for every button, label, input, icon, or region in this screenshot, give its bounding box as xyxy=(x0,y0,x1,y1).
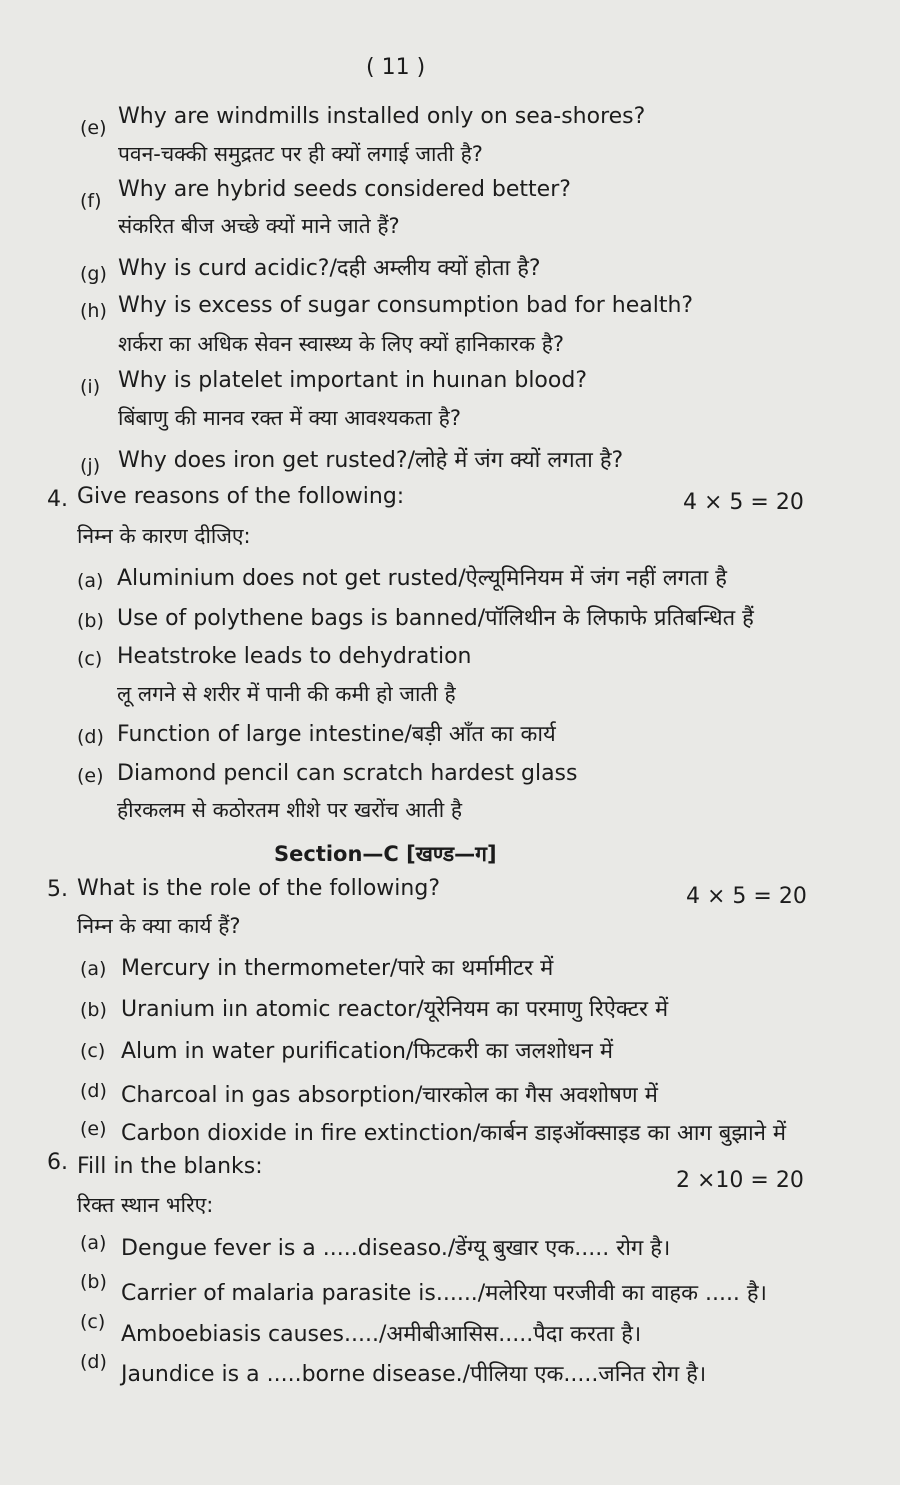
item-text-en: Jaundice is a .....borne disease./पीलिया एक.....जनित रोग है। xyxy=(121,1362,707,1387)
item-label: (b) xyxy=(80,1271,107,1293)
item-text-en: Why is excess of sugar consumption bad for health? xyxy=(118,293,694,318)
item-text-en: Carbon dioxide in fire extinction/कार्बन डाइऑक्साइड का आग बुझाने में xyxy=(121,1121,787,1146)
item-text-hi: शर्करा का अधिक सेवन स्वास्थ्य के लिए क्यों हानिकारक है? xyxy=(118,332,564,356)
item-label: (b) xyxy=(77,610,104,632)
item-text-hi: बिंबाणु की मानव रक्त में क्या आवश्यकता है? xyxy=(118,406,461,430)
item-text-en: Why is platelet important in huınan blood? xyxy=(118,368,587,393)
item-text-en: Use of polythene bags is banned/पॉलिथीन के लिफाफे प्रतिबन्धित हैं xyxy=(117,606,754,631)
item-label: (e) xyxy=(77,765,104,787)
item-text-en: Uranium iın atomic reactor/यूरेनियम का परमाणु रिऐक्टर में xyxy=(121,997,669,1022)
item-text-en: Carrier of malaria parasite is....../मलेरिया परजीवी का वाहक ..... है। xyxy=(121,1281,767,1306)
item-label: (c) xyxy=(80,1311,106,1333)
item-label: (f) xyxy=(80,190,102,212)
item-label: (a) xyxy=(80,958,107,980)
page-number: ( 11 ) xyxy=(366,55,426,80)
item-text-en: Why are hybrid seeds considered better? xyxy=(118,177,571,202)
item-label: (e) xyxy=(80,117,107,139)
item-text-en: Why are windmills installed only on sea-shores? xyxy=(118,104,646,129)
item-text-hi: हीरकलम से कठोरतम शीशे पर खरोंच आती है xyxy=(117,798,462,822)
item-label: (d) xyxy=(77,726,104,748)
item-text-en: Function of large intestine/बड़ी आँत का कार्य xyxy=(117,722,556,747)
item-label: (d) xyxy=(80,1351,107,1373)
item-label: (j) xyxy=(80,455,101,477)
item-text-en: Amboebiasis causes...../अमीबीआसिस.....पैदा करता है। xyxy=(121,1322,642,1347)
item-text-hi: पवन-चक्की समुद्रतट पर ही क्यों लगाई जाती है? xyxy=(118,142,483,166)
item-text-en: Heatstroke leads to dehydration xyxy=(117,644,472,669)
question-marks: 2 ×10 = 20 xyxy=(676,1168,804,1193)
item-text-en: Alum in water purification/फिटकरी का जलशोधन में xyxy=(121,1039,614,1064)
item-label: (h) xyxy=(80,300,107,322)
question-number: 5. xyxy=(47,877,68,902)
item-text-hi: लू लगने से शरीर में पानी की कमी हो जाती है xyxy=(117,682,456,706)
question-title: Give reasons of the following: xyxy=(77,484,405,509)
item-label: (d) xyxy=(80,1080,107,1102)
item-text-en: Why does iron get rusted?/लोहे में जंग क्यों लगता है? xyxy=(118,448,624,473)
item-label: (a) xyxy=(80,1232,107,1254)
item-label: (b) xyxy=(80,999,107,1021)
section-heading: Section—C [खण्ड—ग] xyxy=(274,842,497,866)
item-label: (c) xyxy=(77,648,103,670)
item-text-en: Why is curd acidic?/दही अम्लीय क्यों होता है? xyxy=(118,256,541,281)
item-label: (i) xyxy=(80,376,101,398)
question-marks: 4 × 5 = 20 xyxy=(683,490,804,515)
question-title: What is the role of the following? xyxy=(77,876,440,901)
question-title-hi: रिक्त स्थान भरिए: xyxy=(77,1193,214,1217)
item-label: (c) xyxy=(80,1040,106,1062)
item-text-en: Dengue fever is a .....diseaso./डेंग्यू बुखार एक..... रोग है। xyxy=(121,1236,671,1261)
item-label: (e) xyxy=(80,1118,107,1140)
question-title-hi: निम्न के क्या कार्य हैं? xyxy=(77,914,241,938)
question-number: 6. xyxy=(47,1150,68,1175)
question-number: 4. xyxy=(47,487,68,512)
item-text-en: Charcoal in gas absorption/चारकोल का गैस अवशोषण में xyxy=(121,1083,658,1108)
item-label: (g) xyxy=(80,263,107,285)
question-title: Fill in the blanks: xyxy=(77,1154,263,1179)
item-text-hi: संकरित बीज अच्छे क्यों माने जाते हैं? xyxy=(118,214,400,238)
item-text-en: Aluminium does not get rusted/ऐल्यूमिनियम में जंग नहीं लगता है xyxy=(117,566,727,591)
item-text-en: Mercury in thermometer/पारे का थर्मामीटर में xyxy=(121,956,554,981)
item-label: (a) xyxy=(77,570,104,592)
item-text-en: Diamond pencil can scratch hardest glass xyxy=(117,761,578,786)
question-marks: 4 × 5 = 20 xyxy=(686,884,807,909)
question-title-hi: निम्न के कारण दीजिए: xyxy=(77,524,251,548)
